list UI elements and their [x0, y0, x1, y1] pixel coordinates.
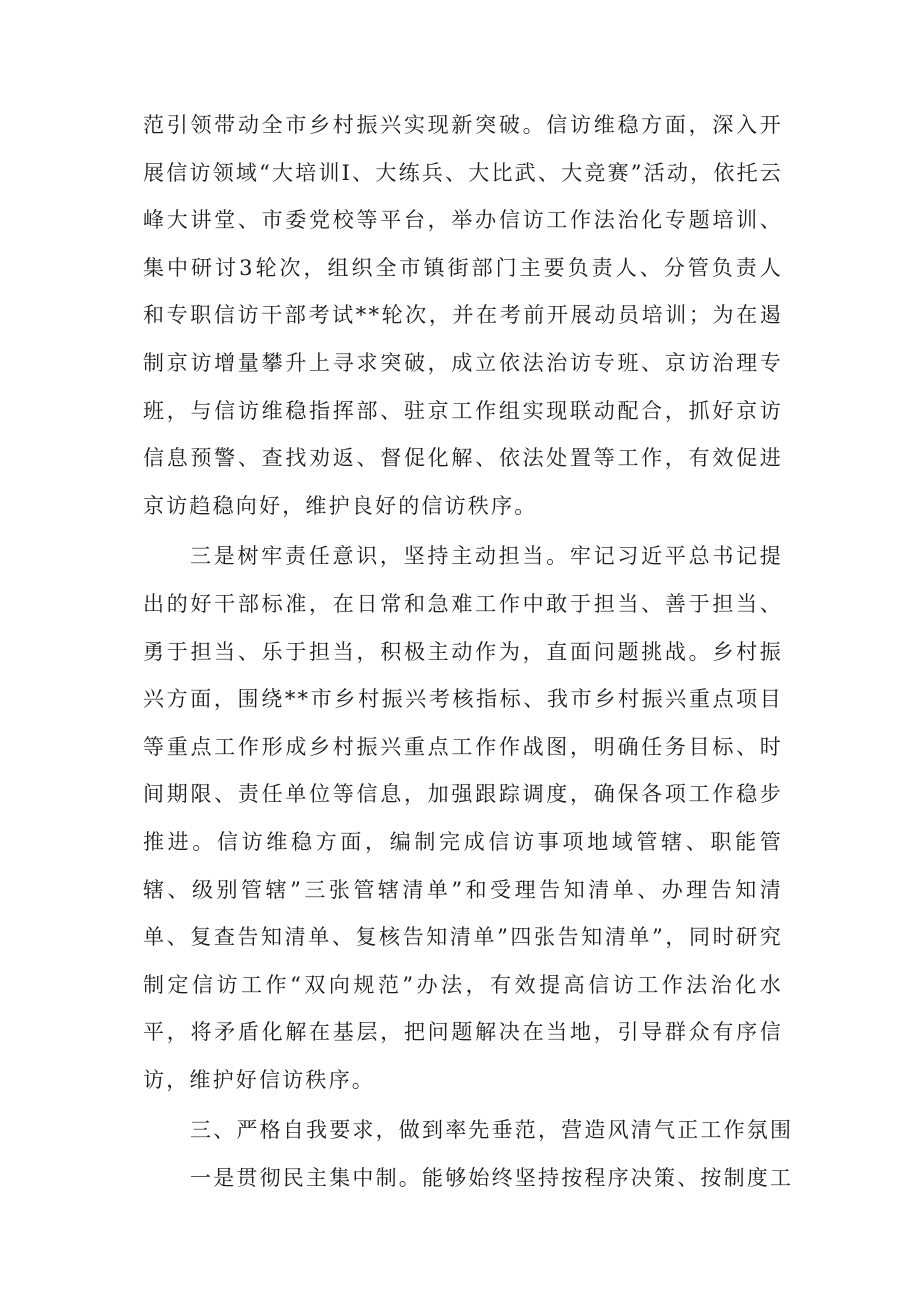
section-heading-self-discipline: 三、严格自我要求，做到率先垂范，营造风清气正工作氛围: [190, 1118, 794, 1143]
paragraph-continuation: 范引领带动全市乡村振兴实现新突破。信访维稳方面，深入开展信访领域“大培训I、大练兵、大比武、大竞赛”活动，依托云峰大讲堂、市委党校等平台，举办信访工作法治化专题培训、集中研讨3轮次，组织全市镇街部门主要负责人、分管负责人和专职信访干部考试**轮次，并在考前开展动员培训；为在遏制京访增量攀升上寻求突破，成立依法治访专班、京访治理专班，与信访维稳指挥部、驻京工作组实现联动配合，抓好京访信息预警、查找劝返、督促化解、依法处置等工作，有效促进京访趋稳向好，维护良好的信访秩序。: [143, 113, 783, 518]
paragraph-democratic-centralism: 一是贯彻民主集中制。能够始终坚持按程序决策、按制度工: [190, 1166, 794, 1191]
document-body: [143, 102, 794, 1203]
paragraph-responsibility: 三是树牢责任意识，坚持主动担当。牢记习近平总书记提出的好干部标准，在日常和急难工作中敢于担当、善于担当、勇于担当、乐于担当，积极主动作为，直面问题挑战。乡村振兴方面，围绕**市乡村振兴考核指标、我市乡村振兴重点项目等重点工作形成乡村振兴重点工作作战图，明确任务目标、时间期限、责任单位等信息，加强跟踪调度，确保各项工作稳步推进。信访维稳方面，编制完成信访事项地域管辖、职能管辖、级别管辖”三张管辖清单”和受理告知清单、办理告知清单、复查告知清单、复核告知清单”四张告知清单”，同时研究制定信访工作“双向规范”办法，有效提高信访工作法治化水平，将矛盾化解在基层，把问题解决在当地，引导群众有序信访，维护好信访秩序。: [143, 544, 783, 1092]
